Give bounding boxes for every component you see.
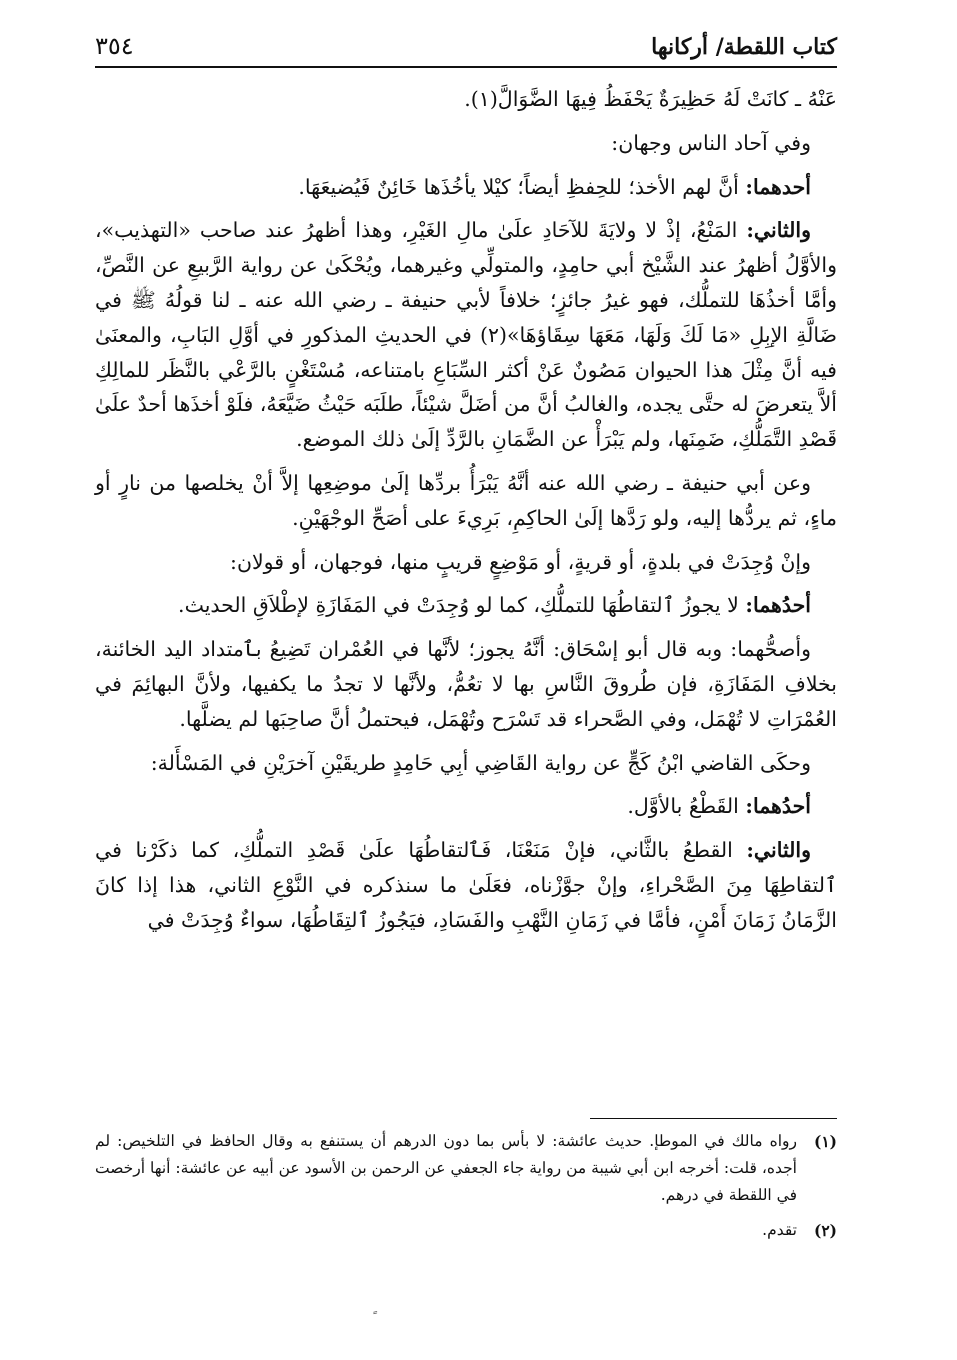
paragraph: وإنْ وُجِدَتْ في بلدةٍ، أو قريةٍ، أو مَوْضِعٍ قريبٍ منها، فوجهان، أو قولان: [230,549,811,574]
paragraph-label: أحدُهما: [745,593,811,618]
paragraph: أحدهما: أنَّ لهم الأخذ؛ للحِفظِ أيضاً؛ كيْلا يأخُذَها خَائِنٌ فَيُضيعَهَا. [298,174,811,199]
paragraph: أحدُهما: القَطْعُ بالأوَّل. [627,794,811,819]
paragraph: أحدُهما: لا يجوزُ ٱلتقاطُهَا للتملُّكِ، كما لو وُجِدَتْ في المَفَازَةِ لإطْلاَقِ الحديث. [178,593,811,618]
footnote-text: تقدم. [762,1221,797,1239]
footnotes [95,1128,837,1252]
footnote [95,1217,837,1244]
chapter-title: كتاب اللقطة/ أركانها [651,34,837,60]
paragraph: وعن أبي حنيفة ـ رضي الله عنه أنَّهُ يَبْرَأُ بردِّها إلَىٰ موضِعِها إلاَّ أنْ يخلصها من نارٍ أو ماءٍ، ثم يردُّها إليه، ولو رَدَّها إلَىٰ الحاكِمِ، بَرِيءَ على أصَحِّ الوجْهَيْنِ. [95,470,837,530]
footnote-number: (١) [813,1132,837,1151]
paragraph: عَنْهُ ـ كانَتْ لَهُ حَظِيرَةٌ يَحْفَظُ فِيهَا الضَّوَالَّ(١). [464,87,837,111]
paragraph: والثاني: المَنْعُ، إذْ لا ولايَةَ للآحَادِ علَىٰ مالِ الغَيْرِ، وهذا أظهرُ عند صاحب «التهذيب»، والأوَّلُ أظهرُ عند الشَّيْخ أبي حامِدٍ، والمتولِّي وغيرهما، ويُحْكَىٰ عن رواية الرَّبيعِ عن النَّصِّ، وأمَّا أخذُهَا للتملُّك، فهو غيرُ جائزٍ؛ خلافاً لأبي حنيفة ـ رضي الله عنه ـ لنا قولُهُ ﷺ في ضَالَّةِ الإبِلِ «مَا لَكَ وَلَهَا، مَعَهَا سِقَاؤهَا»(٢) في الحديثِ المذكورِ في أوَّلِ البَابِ، والمعنَىٰ فيه أنَّ مِثْلَ هذا الحيوان مَصُونٌ عَنْ أكثر السِّبَاعِ بامتناعه، مُسْتَغْنٍ بالرَّعْي بالنَّظَر للمالِكِ ألاَّ يتعرضَ له حتَّى يجده، والغالبُ أنَّ من أضَلَّ شيْئاً، طلَبَه حَيْثُ ضَيَّعَهُ، فلَوْ أخذَها أحدٌ علَىٰ قَصْدِ التَّمَلُّكِ، ضَمِنَها، ولم يَبْرَأْ عن الضَّمَانِ بالرَّدِّ إلَىٰ ذلك الموضع. [95,218,837,452]
main-text [95,82,837,947]
footnote-divider [590,1118,837,1119]
page-header [95,22,837,68]
page-number: ٣٥٤ [95,32,134,60]
footnote [95,1128,837,1209]
paragraph-label: والثاني: [746,838,811,863]
paragraph: والثاني: القطعُ بالثَّاني، فإنْ مَنَعْنَا، فَٱلتقاطُهَا علَىٰ قَصْدِ التملُّكِ، كما ذكَرْنا في ٱلتقاطِهَا مِنَ الصَّحْراءِ، وإنْ جوَّزْناه، فعَلَىٰ ما سنذكره في النَّوْعِ الثاني، هذا إذا كانَ الزَّمَانُ زَمَانَ أَمْنٍ، فأمَّا في زَمَانِ النَّهْبِ والفَسَادِ، فيَجُوزُ ٱلتِقَاطُهَا، سواءٌ وُجِدَتْ في [95,838,837,932]
paragraph-label: أحدُهما: [745,794,811,819]
paragraph-label: أحدهما: [745,174,811,199]
paragraph: وأصحُّهما: وبه قال أبو إسْحَاق: أنَّهُ يجوز؛ لأنَّها في العُمْران تَضِيعُ بٱمتداد اليد الخائنة، بخلافِ المَفَازَةِ، فإن طُروقَ النَّاسِ بها لا تعُمُّ، ولأنَّها لا تجدُ ما يكفيها، ولأنَّ البهائِمَ في العُمْرَاتِ لا تُهْمَل، وفي الصَّحراء قد تَسْرَح وتُهْمَل، فيحتملُ أنَّ صاحِبَها لم يضلَّها. [95,637,837,731]
paragraph: وحكَى القاضي ابْنُ كَجٍّ عن رواية القَاضِي أبِي حَامِدٍ طريقَيْنِ آخرَيْنِ في المَسْأَلة: [150,750,811,775]
footnote-number: (٢) [813,1221,837,1240]
paragraph: وفي آحاد الناس وجهان: [611,130,811,155]
paragraph-label: والثاني: [746,218,811,243]
footnote-text: رواه مالك في الموطإ. حديث عائشة: لا بأس بما دون الدرهم أن يستنفع به وقال الحافظ في التلخيص: لم أجده، قلت: أخرجه ابن أبي شيبة من رواية جاء الجعفي عن الرحمن بن الأسود عن أبيه عن عائشة: أنها أرخصت في اللقطة في درهم. [95,1132,797,1204]
